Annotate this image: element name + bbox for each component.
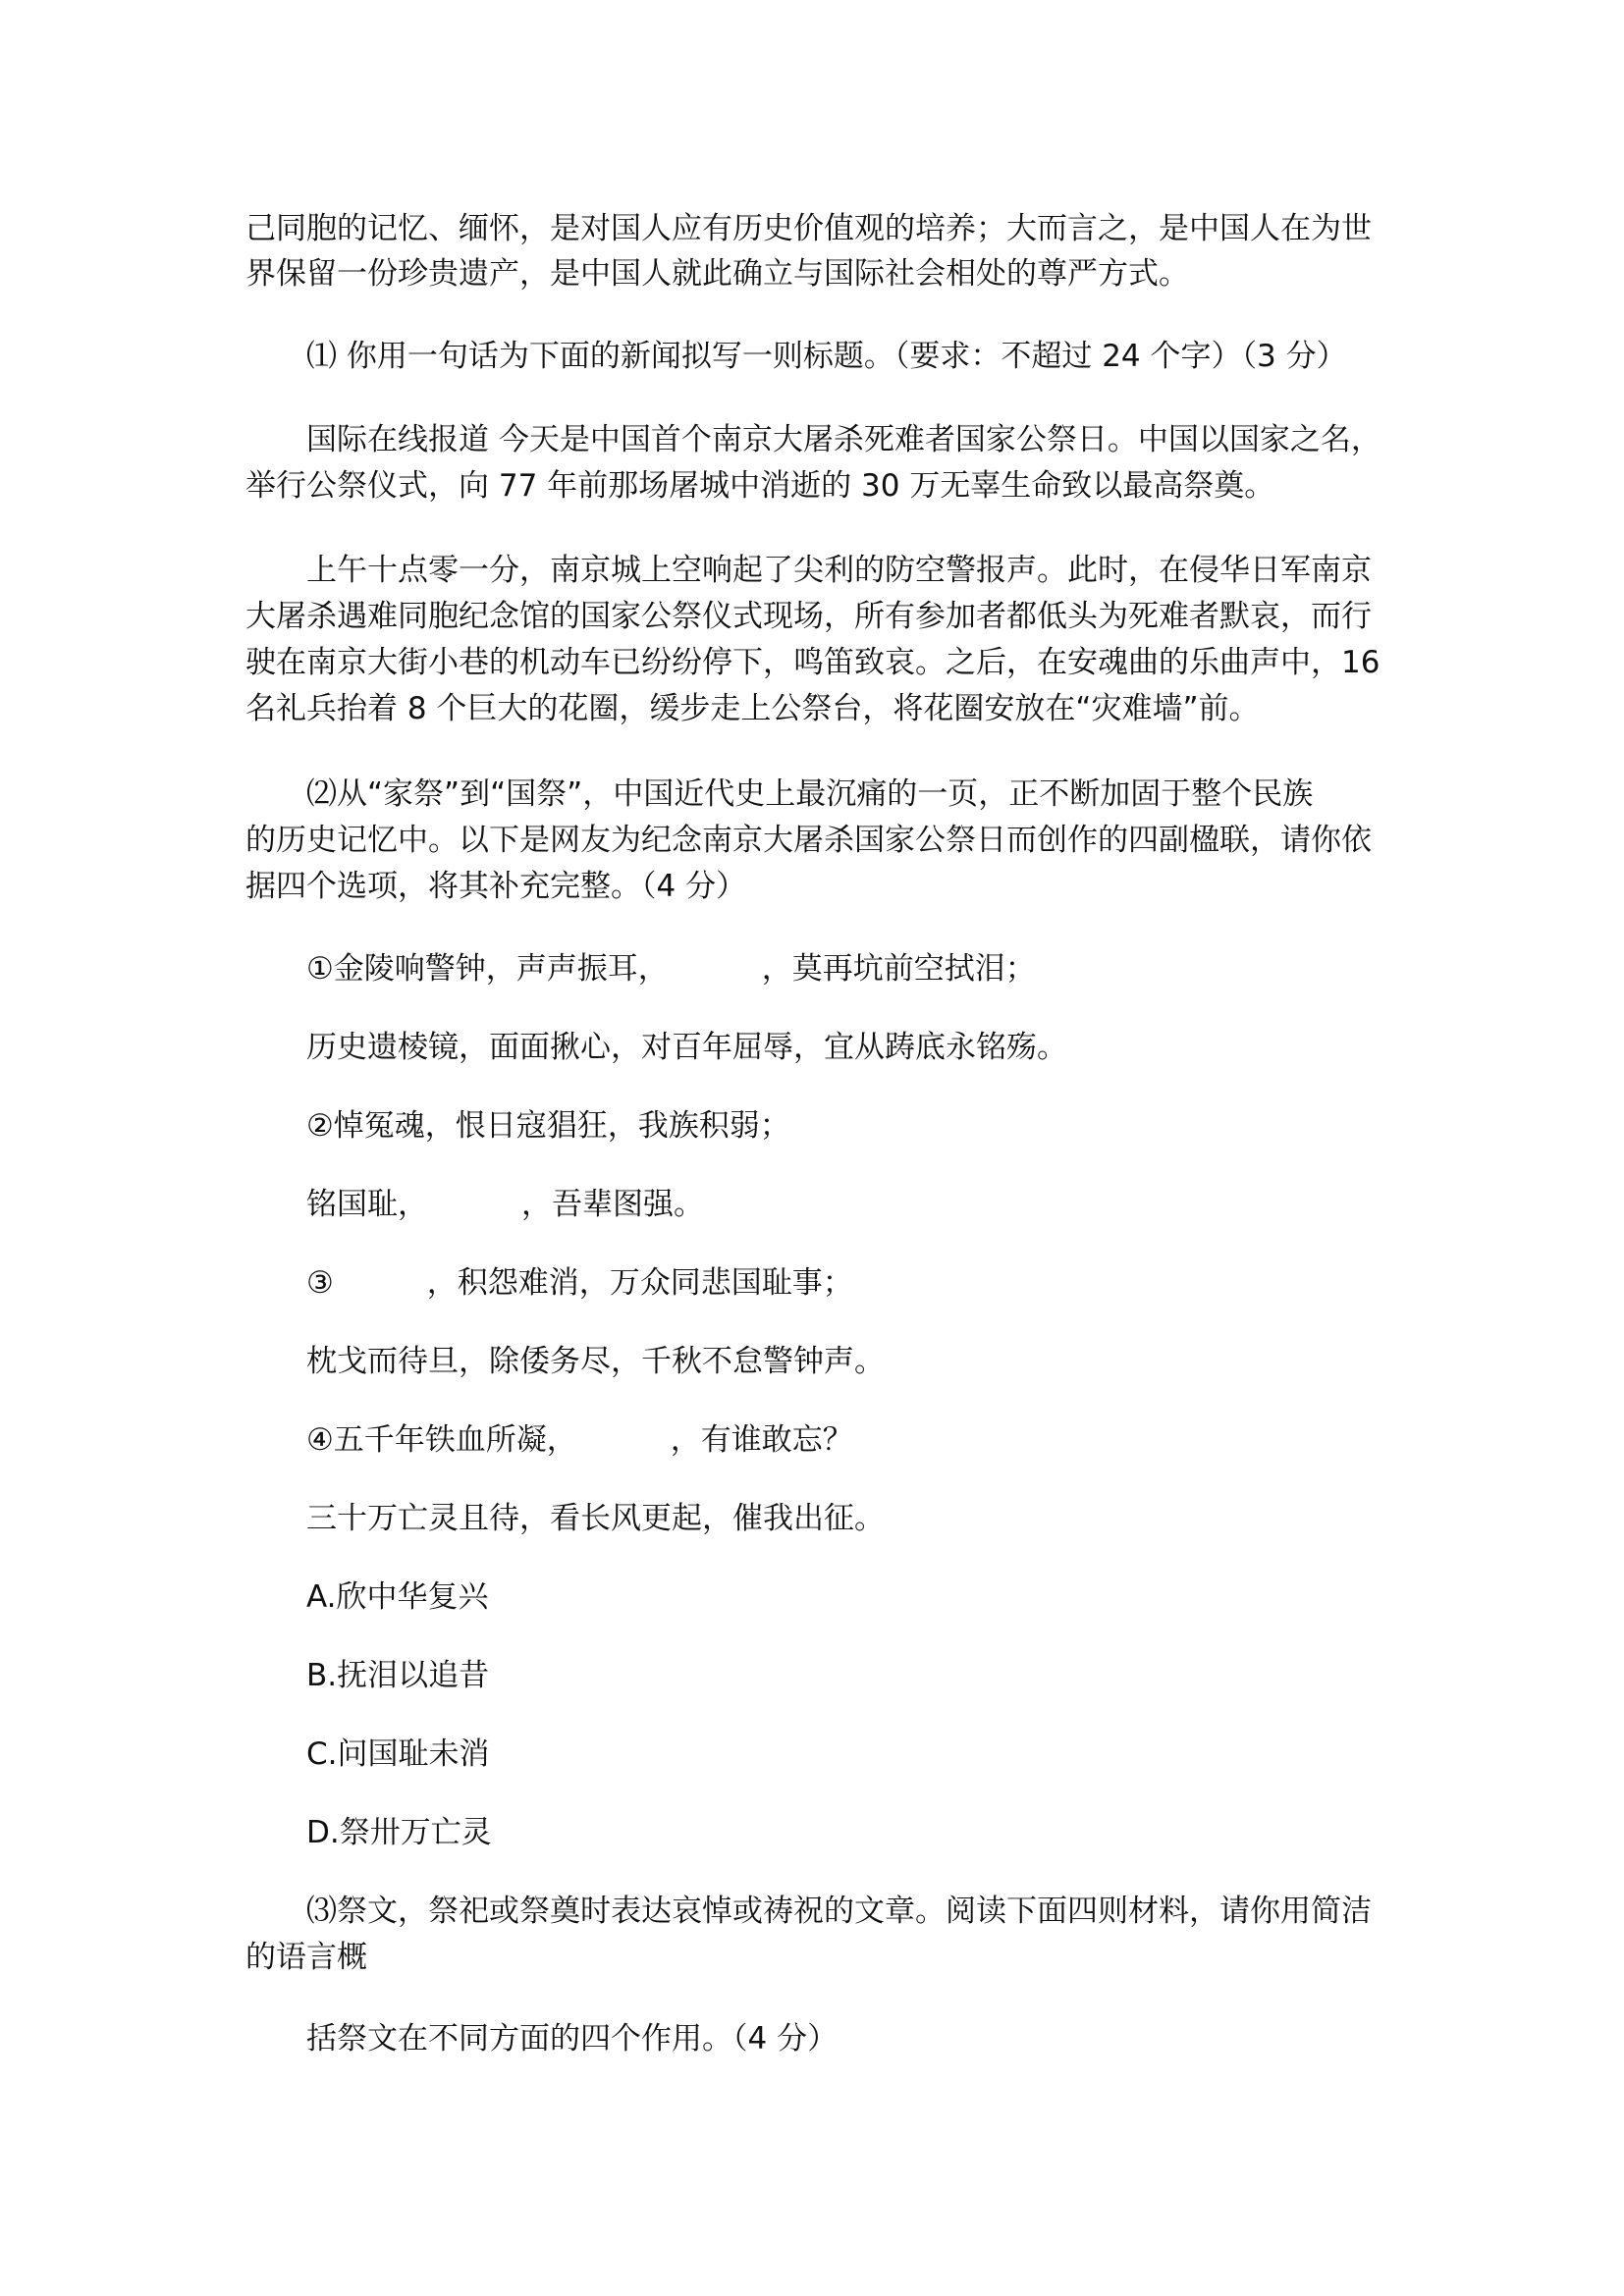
couplet-4-upper-before-blank: ④五千年铁血所凝， [306,1422,577,1458]
question-3-prompt-line-3: 括祭文在不同方面的四个作用。（4 分） [306,2021,839,2056]
couplet-2-lower-after-blank: ，吾辈图强。 [521,1187,704,1222]
question-3-prompt-line-1: ⑶祭文，祭祀或祭奠时表达哀悼或祷祝的文章。阅读下面四则材料，请你用简洁 [306,1894,1372,1929]
news-paragraph-2-line-3: 驶在南京大街小巷的机动车已纷纷停下，鸣笛致哀。之后，在安魂曲的乐曲声中，16 [245,645,1380,680]
couplet-2-upper: ②悼冤魂，恨日寇猖狂，我族积弱； [306,1108,790,1144]
news-paragraph-1-line-1: 国际在线报道 今天是中国首个南京大屠杀死难者国家公祭日。中国以国家之名， [306,422,1381,457]
option-a: A.欣中华复兴 [306,1579,489,1615]
couplet-4-upper [306,1420,853,1460]
question-2-prompt-line-3: 据四个选项，将其补充完整。（4 分） [245,869,747,904]
couplet-3-upper-before-blank: ③ [306,1265,334,1301]
couplet-4-upper-after-blank: ，有谁敢忘？ [670,1422,853,1458]
couplet-3-upper [306,1263,853,1303]
couplet-4-lower: 三十万亡灵且待，看长风更起，催我出征。 [306,1501,885,1536]
question-2-prompt-line-2: 的历史记忆中。以下是网友为纪念南京大屠杀国家公祭日而创作的四副楹联，请你依 [245,823,1372,858]
couplet-3-lower: 枕戈而待旦，除倭务尽，千秋不怠警钟声。 [306,1344,885,1379]
couplet-2-lower [306,1185,704,1224]
couplet-1-upper-after-blank: ，莫再坑前空拭泪； [761,951,1036,987]
news-paragraph-1-line-2: 举行公祭仪式，向 77 年前那场屠城中消逝的 30 万无辜生命致以最高祭奠。 [245,468,1275,504]
couplet-3-upper-after-blank: ，积怨难消，万众同悲国耻事； [426,1265,853,1301]
news-paragraph-2-line-2: 大屠杀遇难同胞纪念馆的国家公祭仪式现场，所有参加者都低头为死难者默哀，而行 [245,599,1372,634]
option-d: D.祭卅万亡灵 [306,1815,492,1850]
couplet-1-upper-before-blank: ①金陵响警钟，声声振耳， [306,951,669,987]
question-3-prompt-line-2: 的语言概 [245,1940,367,1975]
news-paragraph-2-line-4: 名礼兵抬着 8 个巨大的花圈，缓步走上公祭台，将花圈安放在“灾难墙”前。 [245,691,1260,726]
couplet-1-lower: 历史遗棱镜，面面揪心，对百年屈辱，宜从踌底永铭殇。 [306,1030,1067,1065]
couplet-2-lower-before-blank: 铭国耻， [306,1187,428,1222]
question-1-prompt: ⑴ 你用一句话为下面的新闻拟写一则标题。（要求：不超过 24 个字）（3 分） [306,339,1347,374]
option-c: C.问国耻未消 [306,1736,490,1772]
intro-line-1: 己同胞的记忆、缅怀，是对国人应有历史价值观的培养；大而言之，是中国人在为世 [245,211,1372,246]
news-paragraph-2-line-1: 上午十点零一分，南京城上空响起了尖利的防空警报声。此时，在侵华日军南京 [306,553,1372,588]
option-b: B.抚泪以追昔 [306,1658,490,1693]
question-2-prompt-line-1: ⑵从“家祭”到“国祭”，中国近代史上最沉痛的一页，正不断加固于整个民族 [306,776,1314,812]
couplet-1-upper [306,949,1036,988]
intro-line-2: 界保留一份珍贵遗产，是中国人就此确立与国际社会相处的尊严方式。 [245,256,1189,292]
